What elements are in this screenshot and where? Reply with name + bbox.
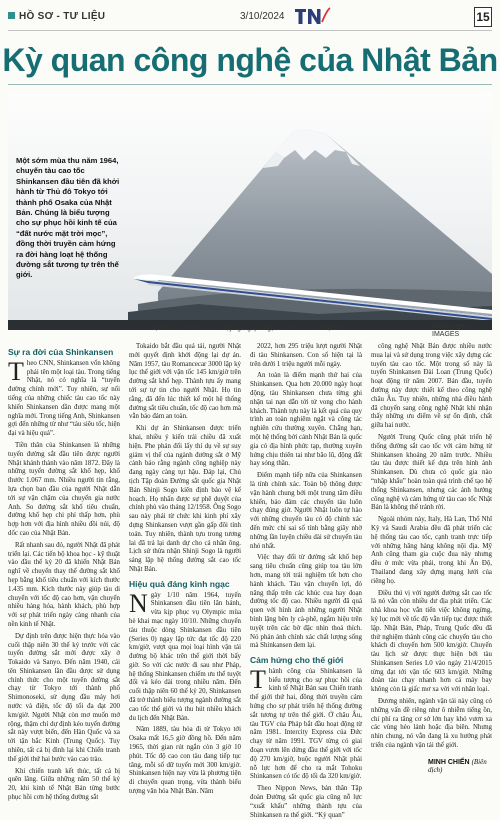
paragraph: Khi dự án Shinkansen được triển khai, nhiều ý kiến trái chiều đã xuất hiện. Phe phản đối lấy thí dụ về sự suy giảm vị thế của ngành đường sắt ở Mỹ cảnh báo rằng ngành công nghiệp này đang ngày càng tụt hậu. Đáp lại, Chủ tịch Tập đoàn Đường sắt quốc gia Nhật Bản Shinji Sogo kiên định bảo vệ kế hoạch. Họ nhấn được sự phê duyệt của chính phủ vào tháng 12/1958. Ông Sogo sau này phải từ chức khi kinh phí xây dựng Shinkansen vượt gần gấp đôi tính toán. Tuy nhiên, thành tựu trong tương lai đã trả lại danh dự cho cá nhân ông. Lịch sử thừa nhận Shinji Sogo là người sáng lập hệ thống đường sắt cao tốc Nhật Bản. xyxy=(129,425,241,573)
paragraph: Khi chiến tranh kết thúc, tất cả bị quên lãng. Giữa những năm 50 thế kỷ 20, khi kinh tế Nhật Bản từng bước phục hồi cơn hệ thống đường sắt xyxy=(8,767,120,802)
column-1 xyxy=(8,343,120,802)
paragraph: Thành công của Shinkansen là biểu tượng cho sự phục hồi của kinh tế Nhật Bản sau Chiến tranh thế giới thứ hai, đồng thời truyền cảm hứng cho sự phát triển hệ thống đường sắt tương tự trên thế giới. Ở châu Âu, tàu TGV của Pháp bắt đầu hoạt động từ năm 1981. Intercity Express của Đức chạy từ năm 1991. TGV từng có giai đoạn vươn lên dừng đầu thế giới với tốc độ 270 km/giờ, buộc người Nhật phải nỗ lực hơn để cho ra mắt Tohoku Shinkansen có tốc độ tối đa 320 km/giờ. xyxy=(250,664,362,781)
section-marker-icon xyxy=(8,12,15,19)
section-heading-inspiration: Cảm hứng cho thế giới xyxy=(250,655,344,666)
author-role: (Biên dịch) xyxy=(428,758,487,774)
drop-cap: T xyxy=(250,664,266,694)
paragraph: Điều thú vị với người đường sắt cao tốc là nó vẫn còn nhiều dư địa phát triển. Các nhà khoa học vẫn tiến việc không ngừng, kỷ lục mới về tốc độ vẫn tiếp tục được thiết lập. Nhật Bản, Pháp, Trung Quốc đều đã thử nghiệm thành công các chuyến tàu cho khách đi chuyến hơn 500 km/giờ. Chuyến tàu lịch sử được thực hiện bởi tàu Shinkansen Series L0 vào ngày 21/4/2015 từng đạt tới vận tốc 603 km/giờ. Những đoàn tàu chạy nhanh hơn cả máy bay không còn là giấc mơ xa vời với nhân loại. xyxy=(371,589,492,694)
paragraph: Ngày 1/10 năm 1964, tuyến Shinkansen đầu tiên lăn bánh, vừa kịp phục vụ Olympic mùa hè khai mạc ngày 10/10. Những chuyến tàu thuộc dòng Shinkansen đầu tiên (Series 0) ngay lập tức đạt tốc độ 220 km/giờ, vượt qua mọi loại hình vận tải đường bộ khác trên thế giới thời bấy giờ. So với các nước đi sau như Pháp, hệ thống Shinkansen chiếm ưu thế tuyệt đối và kéo dài trong nhiều năm. Đến cuối thập niên 60 thế kỷ 20, Shinkansen đã trở thành biểu tượng ngành đường sắt cao tốc thế giới và thu hút nhiều khách du lịch đến Nhật Bản. xyxy=(129,588,241,722)
article-title: Kỳ quan công nghệ của Nhật Bản xyxy=(2,42,498,78)
paragraph: Điểm mạnh tiếp nữa của Shinkansen là tính chính xác. Toàn bộ thông được vận hành chung bởi một trung tâm điều khiển, bảo đảm các chuyến tàu luôn chạy đúng giờ. Người Nhật luôn tự hào với những chuyến tàu có độ chính xác đến mức chỉ sai số tính bằng giây nhờ những lần luyện chiều dài sử chuyến tàu nhỏ nhất. xyxy=(250,472,362,550)
section-heading-origin: Sự ra đời của Shinkansen xyxy=(8,347,114,357)
author-name: MINH CHIẾN xyxy=(428,759,470,766)
paragraph: Đương nhiên, ngành vận tải này cũng có những vấn đề riêng như ô nhiễm tiếng ồn, chi phí ra tăng cơ sở lớn hay khó vươn xa các vùng hẻo lánh hoặc địa biên. Nhưng nhìn chung, nó vẫn đang là xu hướng phát triển của ngành vận tải thế giới. xyxy=(371,698,492,750)
section-label xyxy=(8,11,105,22)
column-4 xyxy=(371,343,492,755)
newspaper-logo xyxy=(292,6,332,27)
paragraph: Rất nhanh sau đó, người Nhật đã phát triển lại. Các tiến bộ khoa học - kỹ thuật vào đầu thế kỷ 20 đã khiến Nhật Bản nghĩ về chuyển thay thế đường sắt khổ hẹp bằng khổ tiêu chuẩn với kích thước 1.435 mm. Kích thước này giúp tàu di chuyển với tốc độ cao hơn, vận chuyển nhiều hàng hóa, hành khách, phù hợp với sự phát triển ngày càng nhanh của nền kinh tế Nhật. xyxy=(8,541,120,628)
paragraph: 2022, hơn 295 triệu lượt người Nhật đi tàu Shinkansen. Con số hiện tại là trên dưới 1 triệu người mỗi ngày. xyxy=(250,343,362,368)
issue-date: 3/10/2024 xyxy=(240,11,285,22)
column-3 xyxy=(250,343,362,819)
page-header xyxy=(8,4,492,31)
drop-cap: N xyxy=(129,588,148,618)
article-lede: Một sớm mùa thu năm 1964, chuyến tàu cao tốc Shinkansen đầu tiên đã khởi hành từ Thủ đô Tokyo tới thành phố Osaka của Nhật Bản. Chúng là biểu tượng cho sự phục hồi kinh tế của “đất nước mặt trời mọc”, đồng thời truyền cảm hứng ra đời hàng loạt hệ thống đường sắt tương tự trên thế giới. xyxy=(16,156,120,280)
paragraph: Ngoài nhóm này, Italy, Hà Lan, Thổ Nhĩ Kỳ và Saudi Arabia đều đã phát triển các hệ thống tàu cao tốc, cạnh tranh trực tiếp với những hãng hàng không nội địa. Mỹ Anh cũng tham gia cuộc đua này nhưng đều ở mức vừa phải, trong khi Ấn Độ, Thailand đang xây dựng mạng lưới của riêng họ. xyxy=(371,516,492,585)
page-number: 15 xyxy=(474,7,492,27)
photo-caption: Một đoàn tàu Shinkansen chạy ngang qua ngọn núi Phú Sĩ của Nhật Bản. xyxy=(150,326,347,332)
author-signature xyxy=(428,758,500,774)
paragraph: Người Trung Quốc cũng phát triển hệ thống đường sắt cao tốc với cảm hứng từ Shinkansen khoảng 20 năm trước. Nhiều tàu tàu được thiết kế dựa trên hình ảnh Shinkansen. Dù chưa có quốc gia nào “nhập khẩu” hoàn toàn quá trình chế tạo hệ thống Shinkansen, nhưng các ảnh hưởng công nghệ và cảm hứng từ tàu cao tốc Nhật Bản là không thể tránh rời. xyxy=(371,433,492,512)
paragraph: Tiền thân của Shinkansen là những tuyến đường sắt đầu tiên được người Nhật khánh thành vào năm 1872. Đây là những tuyến đường sắt khổ hẹp, khổ thước 1.067 mm. Nhiều người tin rằng, lựa chọn ban đầu của người Nhật dẫn tới sự vận chậm của chuyến gia nước Anh. So đường sắt khổ tiêu chuẩn, đường khổ hẹp chi phí thấp hơn, phù hợp hơn với địa hình nhiều đồi núi, độ dốc cao của Nhật Bản. xyxy=(8,441,120,537)
paragraph: Năm 1889, tàu hỏa đi từ Tokyo tới Osaka mất 16,5 giờ đồng hồ. Đến năm 1965, thời gian rút ngắn còn 3 giờ 10 phút. Tốc độ cao con tàu đang tiếp tục tăng, mỗi số dữ tuyến mới 300 km/giờ. Shinkansen hiện nay vừa là phương tiện di chuyển quan trọng, vừa thành biểu tượng văn hóa Nhật Bản. Năm xyxy=(129,726,241,796)
paragraph: Theo CNN, Shinkansen vốn không phải tên một loại tàu. Trong tiếng Nhật, nó có nghĩa là “tuyến đường chính mới”. Tuy nhiên, sự nổi tiếng của những chiếc tàu cao tốc này khiến Shinkansen dần được mang một nghĩa mới. Trong tiếng Anh, Shinkansen gợi đến những từ như “tàu siêu tốc, hiện đại và hiệu quả”. xyxy=(8,356,120,438)
section-heading-efficiency: Hiệu quả đáng kinh ngạc xyxy=(129,578,230,589)
title-divider xyxy=(8,84,492,85)
paragraph: Theo Nippon News, bản thân Tập đoàn Đường sắt quốc gia cũng nỗ lực “xuất khẩu” những thành tựu của Shinkansen ra thế giới. “Kỳ quan” xyxy=(250,785,362,819)
paragraph: Tokaido bắt đầu quá tải, người Nhật mới quyết định khởi động lại dự án. Năm 1957, tàu Romancecar 3000 lập kỷ lục thế giới với vận tốc 145 km/giờ trên đường sắt khổ hẹp. Thành tựu ấy mang tới sự tự tin cho người Nhật. Họ tin rằng, đã đến lúc thiết kế một hệ thống đường sắt tiêu chuẩn, tốc độ cao hơn mà vẫn bảo đảm an toàn. xyxy=(129,343,241,421)
paragraph: Việc thay đổi từ đường sắt khổ hẹp sang tiêu chuẩn cũng giúp toa tàu lớn hơn, mang tới trải nghiệm tốt hơn cho hành khách. Tàu vận chuyển lợi, đó nâng thấp trên các khúc cua hay đoạn đường tốc độ cao. Nhiều người đã quá quen với hình ảnh những người Nhật bình lặng bên ly cà-phê, ngắm hiệu trên tuyệt trên các bờ đặc nhìn thoả thích. Nó phản ánh chính xác chất lượng sống mà Shinkansen đem lại. xyxy=(250,554,362,650)
drop-cap: T xyxy=(8,356,24,386)
section-label-text: HỒ SƠ - TƯ LIỆU xyxy=(19,11,106,22)
column-2 xyxy=(129,343,241,796)
paragraph: công nghệ Nhật Bản được nhiều nước mua lại và sử dụng trong việc xây dựng các tuyến tàu cao tốc. Một trong số này là tuyến Shinkansen Đài Loan (Trung Quốc) hoạt động từ năm 2007. Bản đầu, tuyến đường này được thiết kế theo công nghệ châu Âu. Tuy nhiên, những nhà điều hành đã chuyển sang công nghệ Nhật khi nhận thấy những ưu điểm về sự ổn định, chất giữa hai nước. xyxy=(371,343,492,430)
paragraph: An toàn là điểm mạnh thứ hai của Shinkansen. Qua hơn 20.000 ngày hoạt động, tàu Shinkansen chưa từng ghi nhận tai nạn dẫn tới tử vong cho hành khách. Thành tựu này là kết quả của quy trình an toàn nghiêm ngặt và công tác nghiên cứu thường xuyên. Chẳng hạn, một hệ thống bởi cảnh Nhật Bản là quốc gia có địa hình phức tạp, thường xuyên hứng chịu thiên tai như bão lũ, động đất hay sóng thần. xyxy=(250,372,362,468)
photo-credit: ẢNH: GETTY IMAGES xyxy=(432,324,474,338)
paragraph: Dự định trên được hiện thực hóa vào cuối thập niên 30 thế kỷ trước với các tuyến đường sắt mới được xây ở Tokaido và Sanyo. Đến năm 1940, cái tên Shinkansen lần đầu được sử dụng chính thức cho một tuyến đường sắt chạy từ Tokyo tới thành phố Shimonoseki, sử dụng đầu máy hơi nước và điện, tốc độ tối đa đạt 200 km/giờ. Người Nhật còn mơ muốn mở rộng, thậm chí dự định kéo tuyến đường sắt này vượt biển, đến Hàn Quốc và xa tới tận bắc Kinh (Trung Quốc). Tuy nhiên, tất cả bị đình lại khi Chiến tranh thế giới thứ hai bước vào cao trào. xyxy=(8,632,120,763)
